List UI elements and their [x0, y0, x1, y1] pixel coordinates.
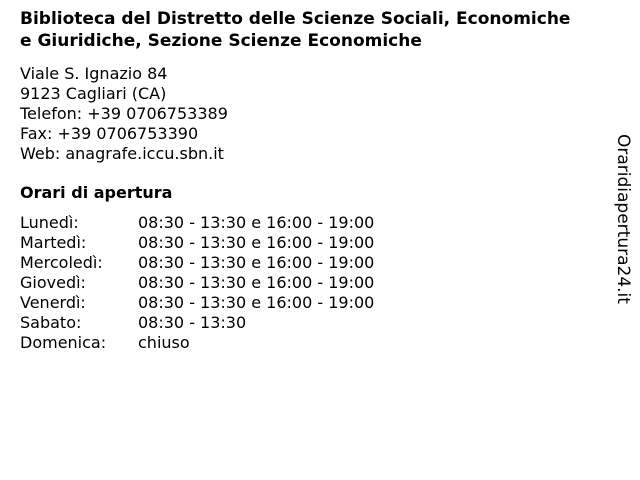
day-label: Giovedì:: [20, 273, 86, 292]
library-title: Biblioteca del Distretto delle Scienze Sociali, Economiche e Giuridiche, Sezione Scienze Economiche: [20, 9, 571, 51]
day-hours: 08:30 - 13:30 e 16:00 - 19:00: [138, 253, 375, 272]
day-label: Sabato:: [20, 313, 82, 332]
fax-number: Fax: +39 0706753390: [20, 124, 199, 143]
day-hours: 08:30 - 13:30: [138, 313, 247, 332]
contact-block: [20, 64, 228, 164]
hours-row-thursday: [20, 273, 374, 293]
day-label: Martedì:: [20, 233, 87, 252]
day-hours: 08:30 - 13:30 e 16:00 - 19:00: [138, 293, 375, 312]
address-city: 9123 Cagliari (CA): [20, 84, 167, 103]
day-hours: 08:30 - 13:30 e 16:00 - 19:00: [138, 273, 375, 292]
address-street: Viale S. Ignazio 84: [20, 64, 168, 83]
hours-row-saturday: [20, 313, 374, 333]
hours-row-wednesday: [20, 253, 374, 273]
day-label: Mercoledì:: [20, 253, 103, 272]
hours-row-friday: [20, 293, 374, 313]
site-watermark: Oraridiapertura24.it: [613, 134, 633, 304]
phone-number: Telefon: +39 0706753389: [20, 104, 228, 123]
website: Web: anagrafe.iccu.sbn.it: [20, 144, 224, 163]
opening-hours-heading: Orari di apertura: [20, 183, 173, 202]
hours-row-sunday: [20, 333, 374, 353]
hours-row-tuesday: [20, 233, 374, 253]
hours-row-monday: [20, 213, 374, 233]
day-hours: 08:30 - 13:30 e 16:00 - 19:00: [138, 213, 375, 232]
day-label: Venerdì:: [20, 293, 86, 312]
day-label: Lunedì:: [20, 213, 79, 232]
day-label: Domenica:: [20, 333, 107, 352]
opening-hours-table: [20, 213, 374, 353]
day-hours: chiuso: [138, 333, 190, 352]
day-hours: 08:30 - 13:30 e 16:00 - 19:00: [138, 233, 375, 252]
